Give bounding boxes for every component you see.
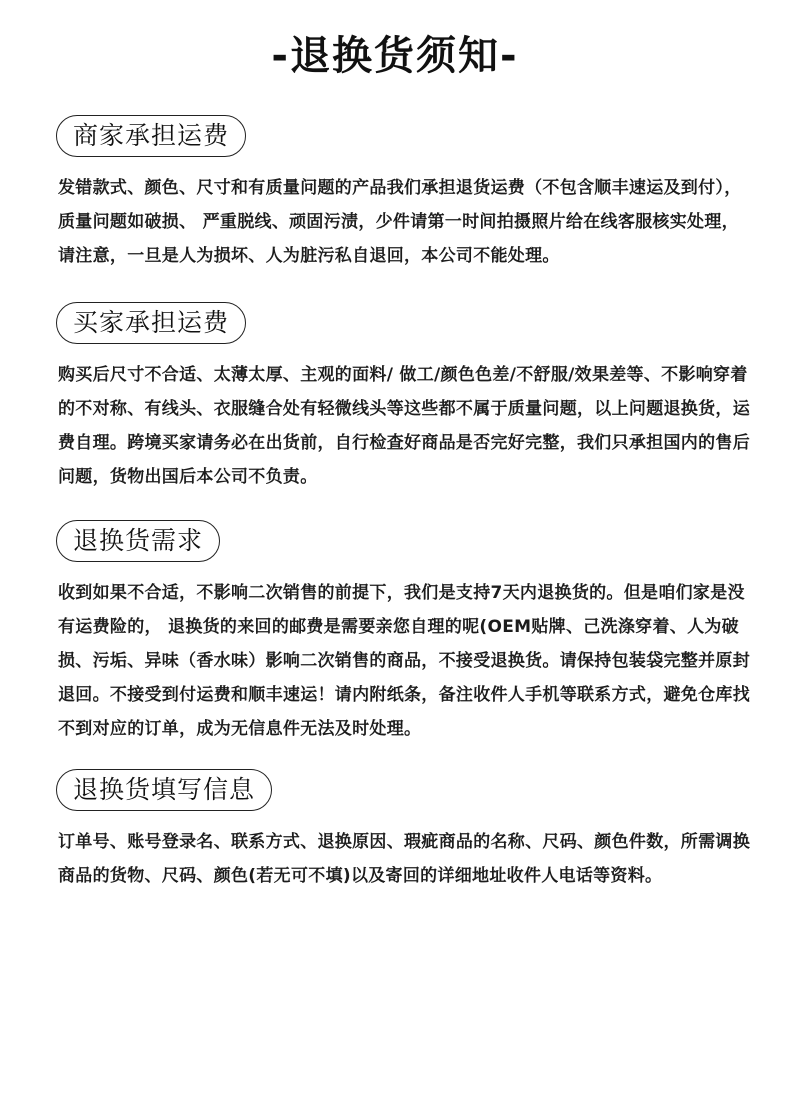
section-buyer-pays-shipping [56,302,756,494]
section-return-exchange-requirements [56,520,756,746]
section-heading: 退换货填写信息 [56,769,272,811]
section-heading: 退换货需求 [56,520,220,562]
section-body-text: 收到如果不合适，不影响二次销售的前提下，我们是支持7天内退换货的。但是咱们家是没有运费险的， 退换货的来回的邮费是需要亲您自理的呢(OEM贴牌、己洗涤穿着、人为破损、污垢、异味（香水味）影响二次销售的商品，不接受退换货。请保持包装袋完整并原封退回。不接受到付运费和顺丰速运！请内附纸条，备注收件人手机等联系方式，避免仓库找不到对应的订单，成为无信息件无法及时处理。 [58,583,750,739]
section-seller-pays-shipping [56,115,756,273]
section-body-text: 发错款式、颜色、尺寸和有质量问题的产品我们承担退货运费（不包含顺丰速运及到付），质量问题如破损、 严重脱线、顽固污渍，少件请第一时间拍摄照片给在线客服核实处理，请注意，一旦是人为损坏、人为脏污私自退回，本公司不能处理。 [58,178,742,266]
section-body-text: 购买后尺寸不合适、太薄太厚、主观的面料/ 做工/颜色色差/不舒服/效果差等、不影响穿着的不对称、有线头、衣服缝合处有轻微线头等这些都不属于质量问题，以上问题退换货，运费自理。跨境买家请务必在出货前，自行检查好商品是否完好完整，我们只承担国内的售后问题，货物出国后本公司不负责。 [58,365,750,487]
section-return-form-info [56,769,756,893]
section-heading: 商家承担运费 [56,115,246,157]
section-heading: 买家承担运费 [56,302,246,344]
section-body-text: 订单号、账号登录名、联系方式、退换原因、瑕疵商品的名称、尺码、颜色件数，所需调换商品的货物、尺码、颜色(若无可不填)以及寄回的详细地址收件人电话等资料。 [58,832,750,886]
page-title: -退换货须知- [271,33,519,79]
